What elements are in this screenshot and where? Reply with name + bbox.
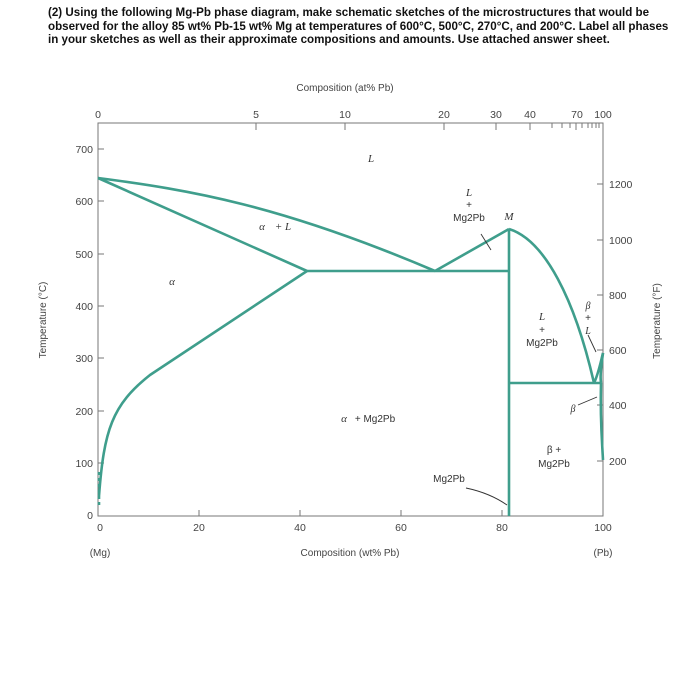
left-axis-ticks xyxy=(98,149,104,463)
bottom-tick-20: 20 xyxy=(193,522,205,534)
left-tick-0: 0 xyxy=(87,510,93,522)
top-tick-40: 40 xyxy=(524,109,536,121)
arrow-mg2pb xyxy=(466,488,507,505)
region-alpha-liquid-l: + L xyxy=(274,221,292,233)
left-tick-600: 600 xyxy=(75,196,93,208)
bottom-tick-60: 60 xyxy=(395,522,407,534)
arrow-beta xyxy=(578,397,597,405)
arrow-beta-plus-l xyxy=(588,335,596,352)
region-l-mg2pb-right-l: L xyxy=(538,311,546,323)
bottom-tick-80: 80 xyxy=(496,522,508,534)
top-tick-20: 20 xyxy=(438,109,450,121)
top-tick-100: 100 xyxy=(594,109,612,121)
bottom-axis-ticks xyxy=(199,510,502,516)
region-alpha-mg2pb-alpha: α xyxy=(341,413,347,425)
region-beta-mg2pb-compound: Mg2Pb xyxy=(538,459,570,470)
top-tick-30: 30 xyxy=(490,109,502,121)
right-tick-200: 200 xyxy=(609,456,627,468)
liquidus-left xyxy=(98,178,435,271)
bottom-tick-100: 100 xyxy=(594,522,612,534)
liquidus-compound-left xyxy=(435,229,509,271)
region-beta-l-plus: + xyxy=(585,313,591,324)
plot-frame xyxy=(98,123,603,516)
region-beta-l-l: L xyxy=(585,326,591,337)
top-tick-5: 5 xyxy=(253,109,259,121)
region-l-mg2pb-top-l: L xyxy=(465,187,473,199)
pointer-arrows xyxy=(466,234,597,505)
right-tick-1000: 1000 xyxy=(609,235,633,247)
right-end-label: (Pb) xyxy=(593,548,613,559)
region-alpha-liquid-alpha: α xyxy=(259,221,265,233)
left-tick-700: 700 xyxy=(75,144,93,156)
left-tick-300: 300 xyxy=(75,353,93,365)
left-tick-200: 200 xyxy=(75,406,93,418)
top-axis-ticks xyxy=(256,123,599,130)
right-tick-600: 600 xyxy=(609,345,627,357)
arrow-max-point xyxy=(481,234,491,250)
top-tick-0: 0 xyxy=(95,109,101,121)
question-number: (2) xyxy=(48,6,63,19)
beta-phase-label: β xyxy=(570,404,576,415)
region-l-mg2pb-right-compound: Mg2Pb xyxy=(526,338,558,349)
max-point-label: M xyxy=(504,211,514,223)
right-tick-400: 400 xyxy=(609,400,627,412)
left-axis-title: Temperature (°C) xyxy=(38,281,49,359)
left-end-label: (Mg) xyxy=(89,548,111,559)
right-tick-800: 800 xyxy=(609,290,627,302)
region-alpha: α xyxy=(169,276,175,288)
top-axis-title: Composition (at% Pb) xyxy=(296,83,394,94)
region-l-mg2pb-top-compound: Mg2Pb xyxy=(453,213,485,224)
bottom-axis-title: Composition (wt% Pb) xyxy=(300,548,400,559)
region-beta-l-beta: β xyxy=(585,301,591,312)
region-beta-mg2pb-beta: β + xyxy=(546,445,562,456)
top-tick-10: 10 xyxy=(339,109,351,121)
region-liquid: L xyxy=(367,153,375,165)
solvus-alpha xyxy=(99,271,307,496)
left-tick-100: 100 xyxy=(75,458,93,470)
top-tick-70: 70 xyxy=(571,109,583,121)
right-tick-1200: 1200 xyxy=(609,179,633,191)
region-l-mg2pb-right-plus: + xyxy=(539,325,545,336)
bottom-tick-40: 40 xyxy=(294,522,306,534)
bottom-tick-0: 0 xyxy=(97,522,103,534)
region-l-mg2pb-top-plus: + xyxy=(466,200,472,211)
left-tick-400: 400 xyxy=(75,301,93,313)
right-axis-title: Temperature (°F) xyxy=(652,283,663,359)
region-alpha-mg2pb-compound: + Mg2Pb xyxy=(354,414,396,425)
liquidus-compound-right xyxy=(509,229,594,383)
left-tick-500: 500 xyxy=(75,249,93,261)
mg2pb-phase-label: Mg2Pb xyxy=(433,474,465,485)
question-body: Using the following Mg-Pb phase diagram, make schematic sketches of the microstructures that would be observed for the alloy 85 wt% Pb-15 wt% Mg at temperatures of 600°C, 500°C, 270°C, and 200°C. Label all phases in your sketches as well as their approximate compositions and amounts. Use attached answer sheet. xyxy=(48,6,669,47)
